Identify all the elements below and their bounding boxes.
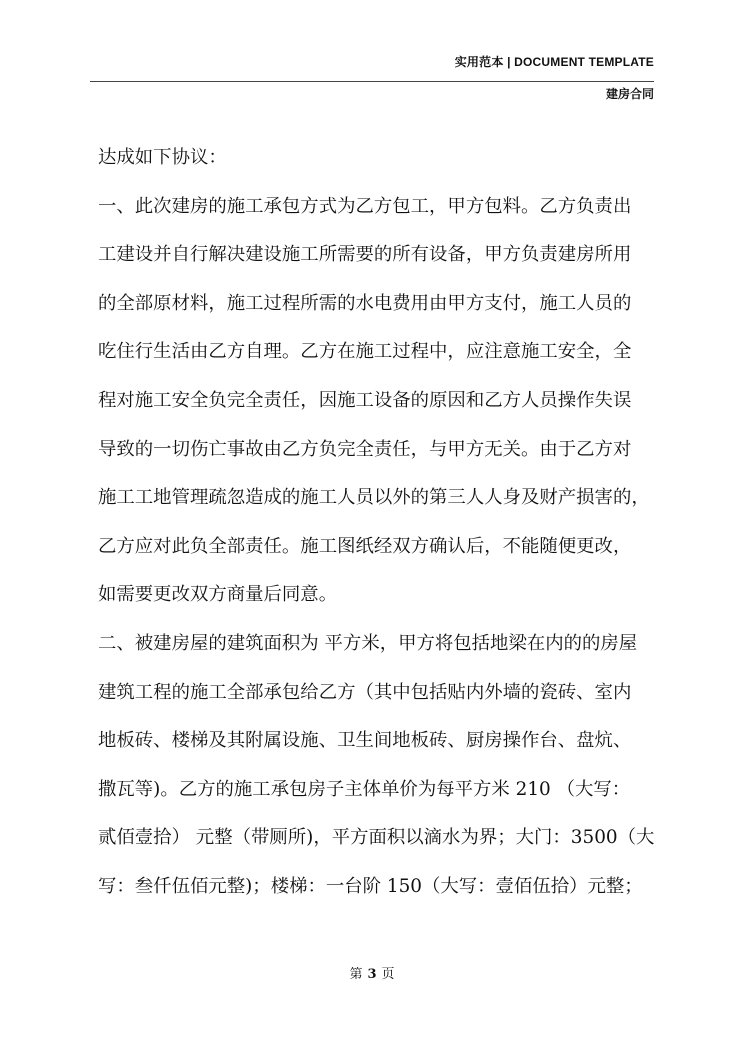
body-line: 工建设并自行解决建设施工所需要的所有设备，甲方负责建房所用 xyxy=(98,244,632,266)
body-line: 达成如下协议： xyxy=(98,147,227,168)
body-line: 吃住行生活由乙方自理。乙方在施工过程中，应注意施工安全，全 xyxy=(98,341,632,363)
page-number: 3 xyxy=(367,967,377,982)
page-footer xyxy=(0,963,744,982)
body-line: 乙方应对此负全部责任。施工图纸经双方确认后，不能随便更改， xyxy=(98,535,632,557)
body-line: 二、被建房屋的建筑面积为 平方米，甲方将包括地梁在内的的房屋 xyxy=(98,632,638,654)
body-line: 施工工地管理疏忽造成的施工人员以外的第三人人身及财产损害的， xyxy=(98,487,650,509)
document-body xyxy=(98,138,658,916)
body-line: 程对施工安全负完全责任，因施工设备的原因和乙方人员操作失误 xyxy=(98,389,632,411)
header-divider xyxy=(90,81,654,82)
body-line: 写：叁仟伍佰元整)；楼梯：一台阶 150（大写：壹佰伍拾）元整； xyxy=(98,875,643,897)
page-header xyxy=(90,50,654,110)
page-label-prefix: 第 xyxy=(349,967,363,982)
page-label-suffix: 页 xyxy=(381,967,395,982)
body-line: 一、此次建房的施工承包方式为乙方包工，甲方包料。乙方负责出 xyxy=(98,195,632,217)
header-document-title: 建房合同 xyxy=(605,87,654,101)
body-line: 建筑工程的施工全部承包给乙方（其中包括贴内外墙的瓷砖、室内 xyxy=(98,681,632,703)
body-line: 地板砖、楼梯及其附属设施、卫生间地板砖、厨房操作台、盘炕、 xyxy=(98,730,632,752)
body-line: 如需要更改双方商量后同意。 xyxy=(98,584,338,606)
body-line: 贰佰壹拾） 元整（带厕所)，平方面积以滴水为界；大门：3500（大 xyxy=(98,827,655,849)
header-brand: 实用范本 | DOCUMENT TEMPLATE xyxy=(454,55,654,69)
body-line: 的全部原材料，施工过程所需的水电费用由甲方支付，施工人员的 xyxy=(98,292,632,314)
body-line: 导致的一切伤亡事故由乙方负完全责任，与甲方无关。由于乙方对 xyxy=(98,438,632,460)
body-line: 撒瓦等)。乙方的施工承包房子主体单价为每平方米 210 （大写： xyxy=(98,778,631,800)
